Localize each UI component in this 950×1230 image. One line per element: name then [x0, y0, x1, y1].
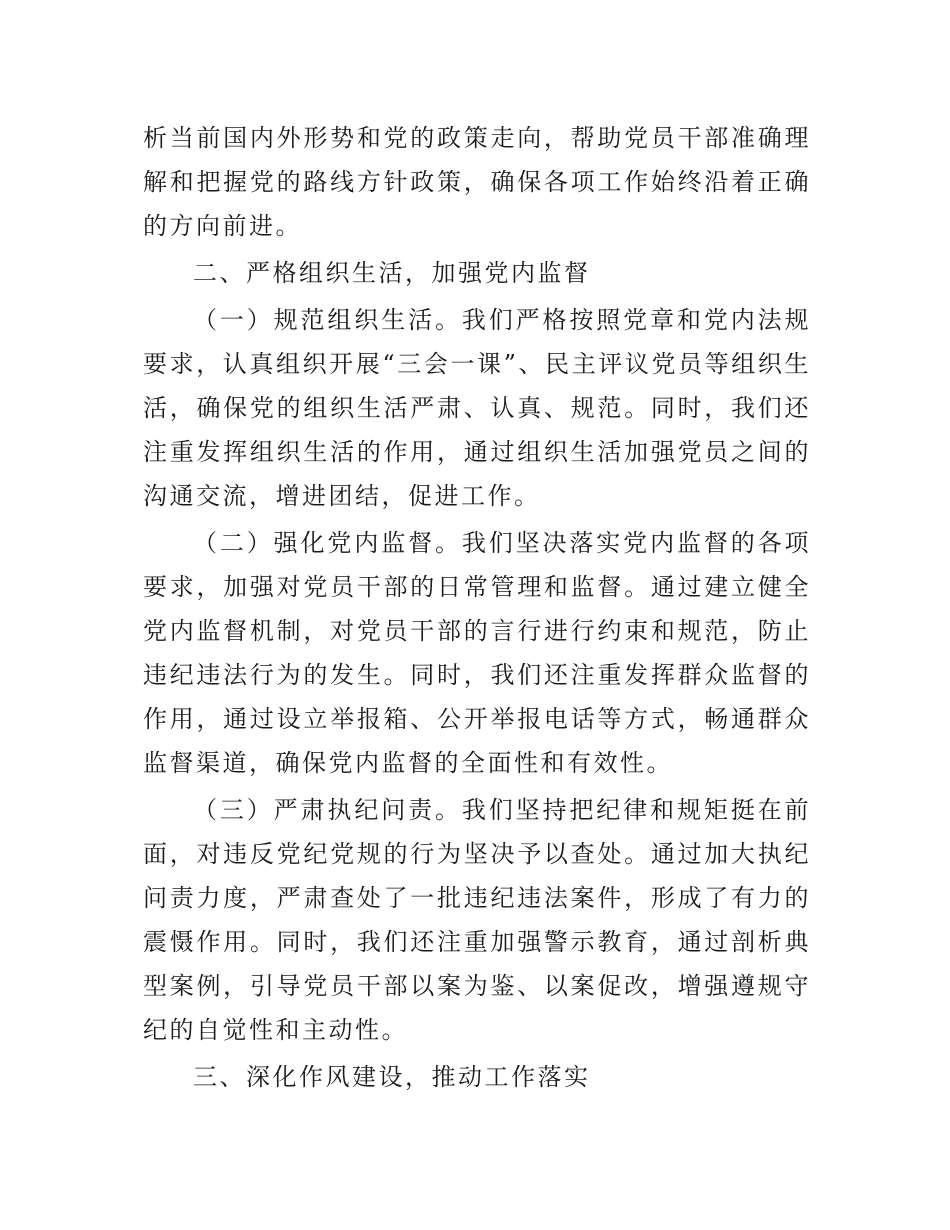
- paragraph-regulate-org-life: （一）规范组织生活。我们严格按照党章和党内法规要求，认真组织开展“三会一课”、民主评议党员等组织生活，确保党的组织生活严肃、认真、规范。同时，我们还注重发挥组织生活的作用，通过组织生活加强党员之间的沟通交流，增进团结，促进工作。: [143, 306, 811, 510]
- document-body: [143, 116, 811, 1102]
- paragraph-continuation: 析当前国内外形势和党的政策走向，帮助党员干部准确理解和把握党的路线方针政策，确保各项工作始终沿着正确的方向前进。: [143, 124, 811, 240]
- paragraph-strengthen-supervision: （二）强化党内监督。我们坚决落实党内监督的各项要求，加强对党员干部的日常管理和监督。通过建立健全党内监督机制，对党员干部的言行进行约束和规范，防止违纪违法行为的发生。同时，我们还注重发挥群众监督的作用，通过设立举报箱、公开举报电话等方式，畅通群众监督渠道，确保党内监督的全面性和有效性。: [143, 529, 811, 777]
- paragraph-discipline-accountability: （三）严肃执纪问责。我们坚持把纪律和规矩挺在前面，对违反党纪党规的行为坚决予以查处。通过加大执纪问责力度，严肃查处了一批违纪违法案件，形成了有力的震慑作用。同时，我们还注重加强警示教育，通过剖析典型案例，引导党员干部以案为鉴、以案促改，增强遵规守纪的自觉性和主动性。: [143, 796, 811, 1044]
- section-heading-3: 三、深化作风建设，推动工作落实: [193, 1063, 591, 1091]
- section-heading-2: 二、严格组织生活，加强党内监督: [193, 259, 591, 287]
